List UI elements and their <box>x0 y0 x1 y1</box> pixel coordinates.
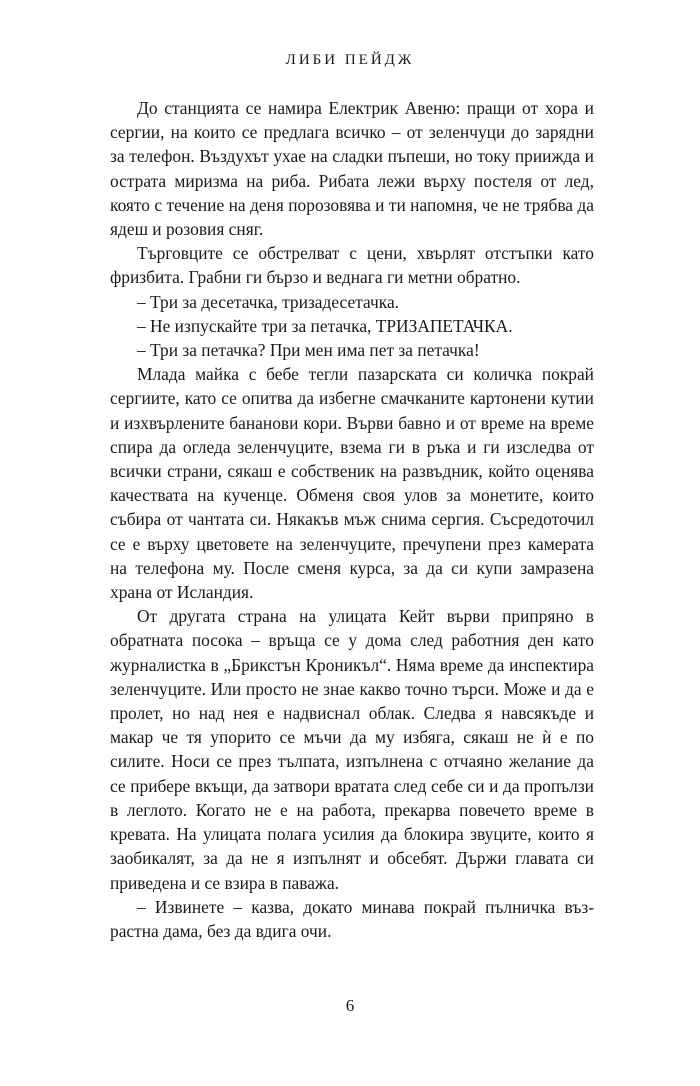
dialogue-line: – Три за десетачка, тризадесетачка. <box>137 291 400 312</box>
body-text <box>110 96 594 943</box>
page-number: 6 <box>345 996 355 1015</box>
paragraph: Млада майка с бебе тегли пазарската си количка покрай сергиите, като се опитва да избегне смачканите картонени кутии и изхвърлените бананови кори. Върви бавно и от време на време спира да огледа зеленчуците, взема ги в ръка и ги изследва от всички страни, сякаш е собственик на развъдник, който оценява качествата на кученце. Обменя своя улов за монетите, които събира от чантата си. Някакъв мъж снима сергия. Съсредоточил се е върху цветовете на зеленчуците, пречупени през камерата на телефона му. После сменя курса, за да си купи замразена храна от Исландия. <box>110 364 594 603</box>
dialogue-line: – Извинете – казва, докато минава покрай пълничка възрастна дама, без да вдига очи. <box>110 896 594 941</box>
dialogue-line: – Не изпускайте три за петачка, ТРИЗАПЕТАЧКА. <box>137 315 513 336</box>
paragraph: Търговците се обстрелват с цени, хвърлят отстъпки като фризбита. Грабни ги бързо и веднага ги метни обратно. <box>110 243 594 288</box>
paragraph: От другата страна на улицата Кейт върви припряно в обратната посока – връща се у дома след работния ден като журналистка в „Брикстън Кроникъл“. Няма време да инспектира зеленчуците. Или просто не знае какво точно търси. Може и да е пролет, но над нея е надвиснал облак. Следва я навсякъде и макар че тя упорито се мъчи да му избяга, сякаш не ѝ е по силите. Носи се през тълпата, изпълнена с отчаяно желание да се прибере вкъщи, да затвори вратата след себе си и да пропълзи в леглото. Когато не е на работа, прекарва повечето време в кревата. На улицата полага усилия да блокира звуците, които я заобикалят, за да не я изпълнят и обсебят. Държи главата си приведена и се взира в паважа. <box>110 606 594 893</box>
paragraph: До станцията се намира Електрик Авеню: пращи от хора и сергии, на които се предлага всичко – от зеленчуци до зарядни за телефон. Въздухът ухае на сладки пъпеши, но току прииждa и острата миризма на риба. Рибата лежи върху постеля от лед, която с течение на деня порозовява и ти напомня, че не трябва да ядеш и розовия сняг. <box>110 98 594 240</box>
dialogue-line: – Три за петачка? При мен има пет за петачка! <box>137 340 480 361</box>
running-head: ЛИБИ ПЕЙДЖ <box>285 52 415 68</box>
